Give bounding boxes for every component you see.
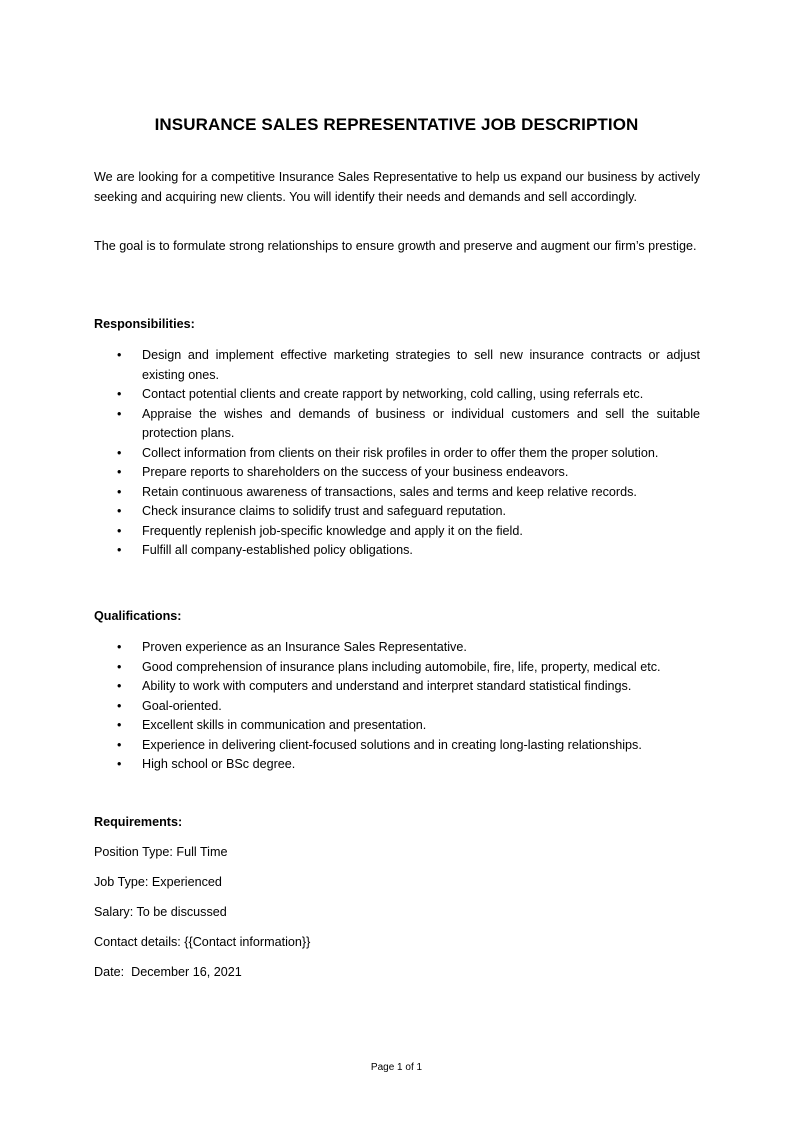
- list-item: • Check insurance claims to solidify trust and safeguard reputation.: [94, 502, 700, 522]
- qualifications-list: [94, 638, 700, 775]
- bullet-icon: •: [117, 406, 122, 421]
- job-type: Job Type: Experienced: [94, 875, 222, 889]
- list-item: • Experience in delivering client-focused solutions and in creating long-lasting relationships.: [94, 736, 700, 756]
- list-item: • Excellent skills in communication and presentation.: [94, 716, 700, 736]
- bullet-icon: •: [117, 465, 122, 479]
- bullet-icon: •: [117, 659, 122, 674]
- responsibilities-list: [94, 346, 700, 561]
- qualifications-heading: Qualifications:: [94, 609, 182, 623]
- salary: Salary: To be discussed: [94, 905, 227, 919]
- list-item: • Appraise the wishes and demands of business or individual customers and sell the suitable protection plans.: [117, 406, 700, 440]
- list-item: • Goal-oriented.: [94, 697, 700, 717]
- list-item: • Proven experience as an Insurance Sales Representative.: [94, 638, 700, 658]
- bullet-icon: •: [117, 523, 122, 538]
- date: Date: December 16, 2021: [94, 965, 242, 979]
- list-item: • Design and implement effective marketing strategies to sell new insurance contracts or adjust existing ones.: [117, 348, 700, 382]
- bullet-icon: •: [117, 387, 122, 401]
- intro-paragraph-1: We are looking for a competitive Insurance Sales Representative to help us expand our business by actively seeking and acquiring new clients. You will identify their needs and demands and sell accordingly.: [94, 170, 700, 204]
- bullet-icon: •: [117, 737, 122, 752]
- list-item: • Contact potential clients and create rapport by networking, cold calling, using referrals etc.: [94, 385, 700, 405]
- list-item: • Fulfill all company-established policy obligations.: [94, 541, 700, 561]
- contact-details: Contact details: {{Contact information}}: [94, 935, 311, 949]
- responsibilities-heading: Responsibilities:: [94, 317, 195, 331]
- bullet-icon: •: [117, 484, 122, 499]
- intro-paragraph-2: The goal is to formulate strong relationships to ensure growth and preserve and augment our firm’s prestige.: [94, 239, 697, 253]
- list-item: • Prepare reports to shareholders on the success of your business endeavors.: [94, 463, 700, 483]
- bullet-icon: •: [117, 445, 122, 460]
- page-footer: Page 1 of 1: [370, 1062, 423, 1073]
- list-item: • Good comprehension of insurance plans including automobile, fire, life, property, medical etc.: [94, 658, 700, 678]
- bullet-icon: •: [117, 640, 122, 654]
- position-type: Position Type: Full Time: [94, 845, 228, 859]
- list-item: • Collect information from clients on their risk profiles in order to offer them the proper solution.: [94, 444, 700, 464]
- bullet-icon: •: [117, 543, 122, 557]
- list-item: • Retain continuous awareness of transactions, sales and terms and keep relative records.: [94, 483, 700, 503]
- page-title: INSURANCE SALES REPRESENTATIVE JOB DESCRIPTION: [154, 115, 639, 134]
- list-item: • Frequently replenish job-specific knowledge and apply it on the field.: [94, 522, 700, 542]
- list-item: • High school or BSc degree.: [94, 755, 700, 775]
- bullet-icon: •: [117, 757, 122, 771]
- requirements-heading: Requirements:: [94, 815, 183, 829]
- bullet-icon: •: [117, 679, 122, 693]
- list-item: • Ability to work with computers and understand and interpret standard statistical findings.: [94, 677, 700, 697]
- bullet-icon: •: [117, 348, 122, 362]
- bullet-icon: •: [117, 718, 122, 732]
- bullet-icon: •: [117, 504, 122, 518]
- bullet-icon: •: [117, 698, 122, 713]
